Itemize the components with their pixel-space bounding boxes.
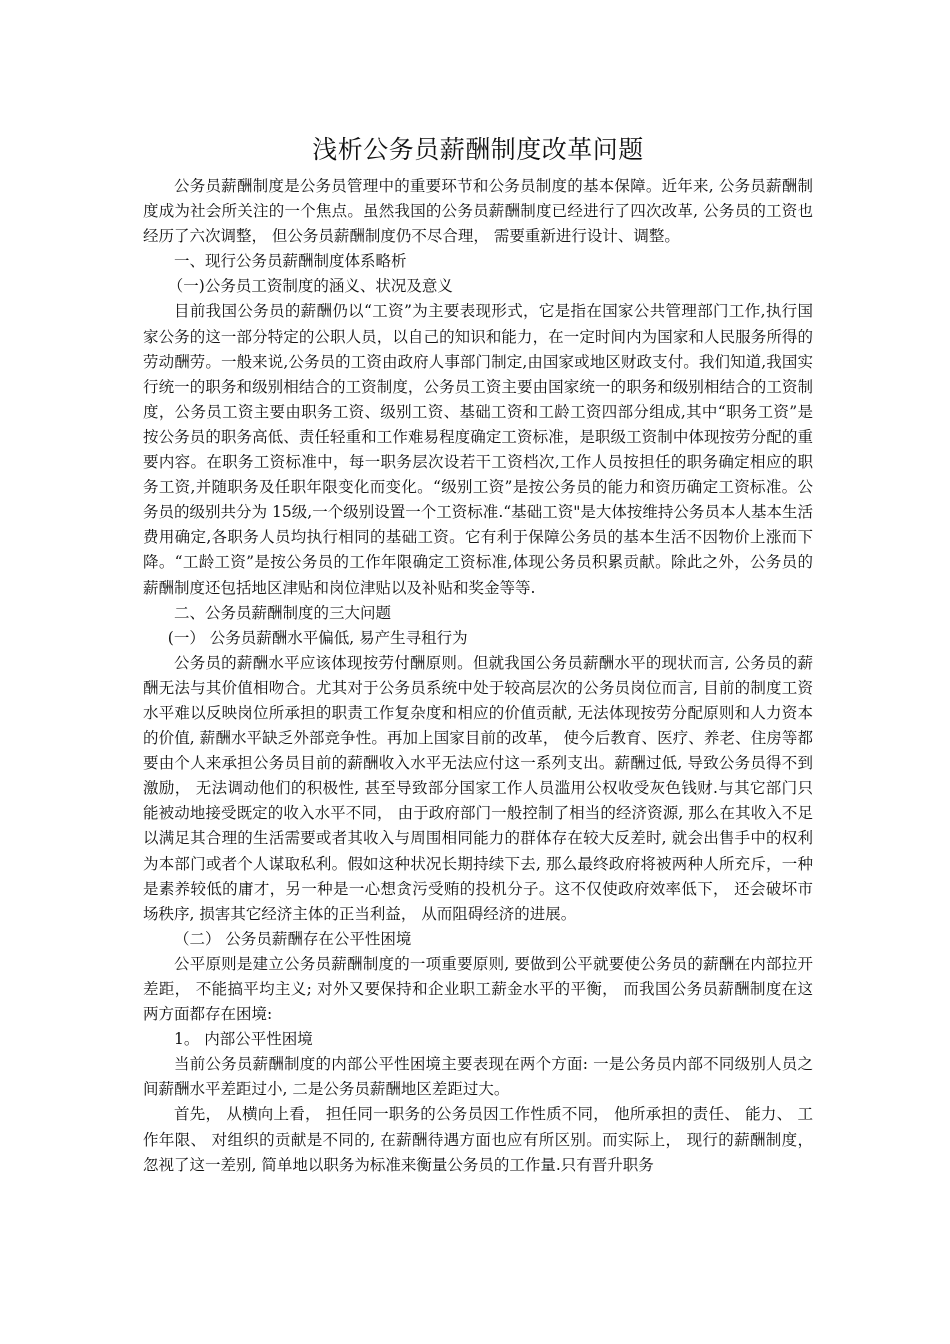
paragraph-horizontal-view: 首先， 从横向上看， 担任同一职务的公务员因工作性质不同， 他所承担的责任、 能力、 工作年限、 对组织的贡献是不同的, 在薪酬待遇方面也应有所区别。而实际上， 现行的薪酬制度， 忽视了这一差别, 简单地以职务为标准来衡量公务员的工作量.只有晋升职务 [143,1105,813,1174]
document-body [143,130,813,1178]
subsection-heading-2-2: （二） 公务员薪酬存在公平性困境 [174,929,412,948]
section-heading-1: 一、现行公务员薪酬制度体系略析 [174,252,407,271]
section-heading-2: 二、公务员薪酬制度的三大问题 [174,603,392,622]
subsection-heading-2-1: (一） 公务员薪酬水平偏低, 易产生寻租行为 [167,628,468,647]
subsection-heading-1-1: （一)公务员工资制度的涵义、状况及意义 [167,277,453,296]
document-title: 浅析公务员薪酬制度改革问题 [312,135,644,164]
paragraph-internal-fairness: 当前公务员薪酬制度的内部公平性困境主要表现在两个方面: 一是公务员内部不同级别人员之间薪酬水平差距过小, 二是公务员薪酬地区差距过大。 [143,1055,813,1099]
paragraph-salary-system: 目前我国公务员的薪酬仍以“工资”为主要表现形式，它是指在国家公共管理部门工作,执行国家公务的这一部分特定的公职人员，以自己的知识和能力，在一定时间内为国家和人民服务所得的劳动酬劳。一般来说,公务员的工资由政府人事部门制定,由国家或地区财政支付。我们知道,我国实行统一的职务和级别相结合的工资制度，公务员工资主要由国家统一的职务和级别相结合的工资制度，公务员工资主要由职务工资、级别工资、基础工资和工龄工资四部分组成,其中“职务工资”是按公务员的职务高低、责任轻重和工作难易程度确定工资标准，是职级工资制中体现按劳分配的重要内容。在职务工资标准中，每一职务层次设若干工资档次,工作人员按担任的职务确定相应的职务工资,并随职务及任职年限变化而变化。“级别工资”是按公务员的能力和资历确定工资标准。公务员的级别共分为 15级,一个级别设置一个工资标准.“基础工资"是大体按维持公务员本人基本生活费用确定,各职务人员均执行相同的基础工资。它有利于保障公务员的基本生活不因物价上涨而下降。“工龄工资”是按公务员的工作年限确定工资标准,体现公务员积累贡献。除此之外，公务员的薪酬制度还包括地区津贴和岗位津贴以及补贴和奖金等等. [143,302,813,597]
paragraph-fairness: 公平原则是建立公务员薪酬制度的一项重要原则, 要做到公平就要使公务员的薪酬在内部拉开差距， 不能搞平均主义; 对外又要保持和企业职工薪金水平的平衡， 而我国公务员薪酬制度在这两方面都存在困境: [143,954,813,1024]
paragraph-low-salary: 公务员的薪酬水平应该体现按劳付酬原则。但就我国公务员薪酬水平的现状而言, 公务员的薪酬无法与其价值相吻合。尤其对于公务员系统中处于较高层次的公务员岗位而言, 目前的制度工资水平难以反映岗位所承担的职责工作复杂度和相应的价值贡献, 无法体现按劳分配原则和人力资本的价值, 薪酬水平缺乏外部竞争性。再加上国家目前的改革， 使今后教育、医疗、养老、住房等都要由个人来承担公务员目前的薪酬收入水平无法应付这一系列支出。薪酬过低, 导致公务员得不到激励， 无法调动他们的积极性, 甚至导致部分国家工作人员滥用公权收受灰色钱财.与其它部门只能被动地接受既定的收入水平不同， 由于政府部门一般控制了相当的经济资源, 那么在其收入不足以满足其合理的生活需要或者其收入与周围相同能力的群体存在较大反差时, 就会出售手中的权利为本部门或者个人谋取私利。假如这种状况长期持续下去, 那么最终政府将被两种人所充斥，一种是素养较低的庸才，另一种是一心想贪污受贿的投机分子。这不仅使政府效率低下， 还会破坏市场秩序, 损害其它经济主体的正当利益， 从而阻碍经济的进展。 [143,653,813,923]
paragraph-intro: 公务员薪酬制度是公务员管理中的重要环节和公务员制度的基本保障。近年来, 公务员薪酬制度成为社会所关注的一个焦点。虽然我国的公务员薪酬制度已经进行了四次改革, 公务员的工资也经历了六次调整， 但公务员薪酬制度仍不尽合理， 需要重新进行设计、调整。 [143,177,813,246]
list-heading-internal-fairness: 1。 内部公平性困境 [174,1030,313,1049]
